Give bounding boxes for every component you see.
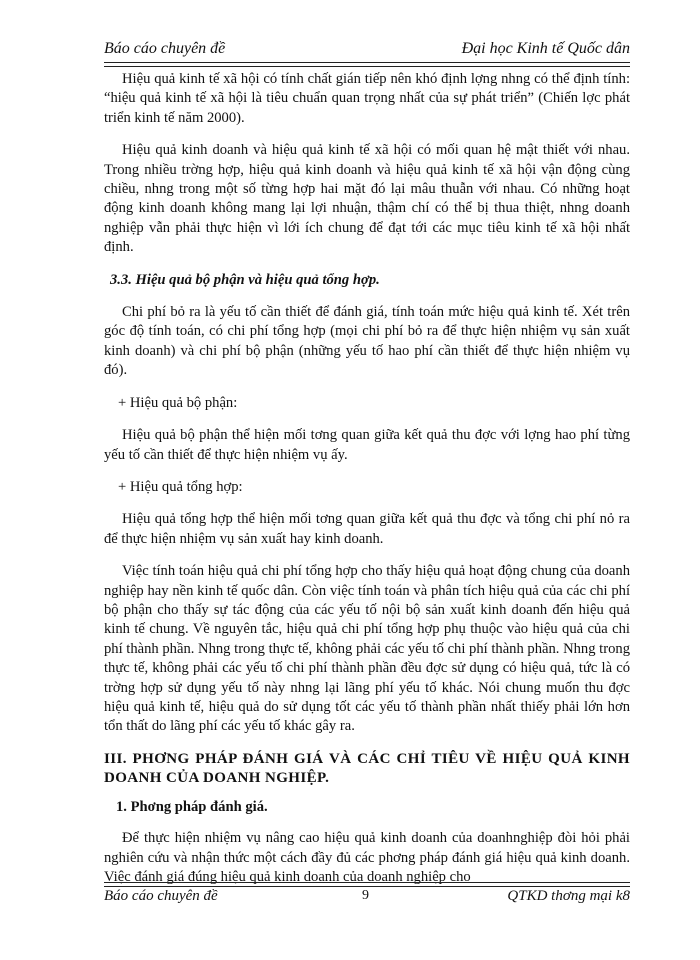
bullet-partial-efficiency: + Hiệu quả bộ phận: [118, 394, 238, 411]
bullet-overall-efficiency: + Hiệu quả tổng hợp: [118, 478, 243, 495]
paragraph-social-efficiency: Hiệu quả kinh tế xã hội có tính chất gián tiếp nên khó định lợng nhng có thể định tính: “hiệu quả kinh tế xã hội là tiêu chuẩn quan trọng nhất của sự phát triển” (Chiến lợc phát triển kinh tế năm 2000). [104, 71, 630, 126]
page-header [104, 40, 630, 64]
subsection-heading-1: 1. Phơng pháp đánh giá. [116, 798, 268, 815]
paragraph-partial-efficiency: Hiệu quả bộ phận thể hiện mối tơng quan giữa kết quả thu đợc với lợng hao phí từng yếu tố cần thiết để thực hiện nhiệm vụ ấy. [104, 427, 630, 463]
paragraph-overall-efficiency: Hiệu quả tổng hợp thể hiện mối tơng quan giữa kết quả thu đợc và tổng chi phí nỏ ra để thực hiện nhiệm vụ sản xuất hay kinh doanh. [104, 511, 630, 547]
section-heading-III: III. PHƠNG PHÁP ĐÁNH GIÁ VÀ CÁC CHỈ TIÊU VỀ HIỆU QUẢ KINH DOANH CỦA DOANH NGHIỆP. [104, 750, 630, 786]
section-heading-3-3: 3.3. Hiệu quả bộ phận và hiệu quả tổng hợp. [110, 271, 380, 288]
document-body [104, 70, 630, 900]
footer-divider [104, 882, 630, 887]
paragraph-costs: Chi phí bỏ ra là yếu tố cần thiết để đánh giá, tính toán mức hiệu quả kinh tế. Xét trên góc độ tính toán, có chi phí tổng hợp (mọi chi phí bỏ ra để thực hiện nhiệm vụ sản xuất kinh doanh) và chi phí bộ phận (những yếu tố hao phí cần thiết để thực hiện nhiệm vụ đó). [104, 304, 630, 379]
page-footer [104, 888, 630, 910]
footer-right-title: QTKD thơng mại k8 [507, 888, 630, 904]
header-right-title: Đại học Kinh tế Quốc dân [461, 40, 630, 57]
header-left-title: Báo cáo chuyên đề [104, 40, 226, 57]
paragraph-methods: Để thực hiện nhiệm vụ nâng cao hiệu quả kinh doanh của doanhnghiệp đòi hỏi phải nghiên cứu và nhận thức một cách đầy đủ các phơng pháp đánh giá hiệu quả kinh doanh. Việc đánh giá đúng hiệu quả kinh doanh của doanh nghiệp cho [104, 830, 630, 885]
page-number: 9 [362, 888, 369, 903]
header-divider [104, 62, 630, 67]
paragraph-cost-calculation: Việc tính toán hiệu quả chi phí tổng hợp cho thấy hiệu quả hoạt động chung của doanh nghiệp hay nền kinh tế quốc dân. Còn việc tính toán và phân tích hiệu quả của các chi phí bộ phận cho thấy sự tác động của các yếu tố nội bộ sản xuất kinh doanh đến hiệu quả kinh tế chung. Về nguyên tắc, hiệu quả chi phí tổng hợp phụ thuộc vào hiệu quả của chi phí thành phần. Nhng trong thực tế, không phải các yếu tố chi phí thành phần. Nhng trong thực tế, không phải các yếu tố chi phí thành phần đều đợc sử dụng có hiệu quả, tức là có trờng hợp sử dụng yếu tố này nhng lại lãng phí yếu tố khác. Nói chung muốn thu đợc hiệu quả kinh tế, hiệu quả do sử dụng tốt các yếu tố thành phần nhất thiếy phải lớn hơn tổn thất do lãng phí các yếu tố khác gây ra. [104, 563, 630, 735]
paragraph-relationship: Hiệu quả kinh doanh và hiệu quả kinh tế xã hội có mối quan hệ mật thiết với nhau. Trong nhiều trờng hợp, hiệu quả kinh doanh và hiệu quả kinh tế xã hội vận động cùng chiều, nhng trong một số từng hợp hai mặt đó lại mâu thuẫn với nhau. Có những hoạt động kinh doanh không mang lại lợi nhuận, thậm chí có thể bị thua thiệt, nhng doanh nghiệp vẫn phải thực hiện vì lới ích chung để đạt tới các mục tiêu kinh tế xã hội nhất định. [104, 142, 630, 256]
footer-left-title: Báo cáo chuyên đề [104, 888, 218, 904]
